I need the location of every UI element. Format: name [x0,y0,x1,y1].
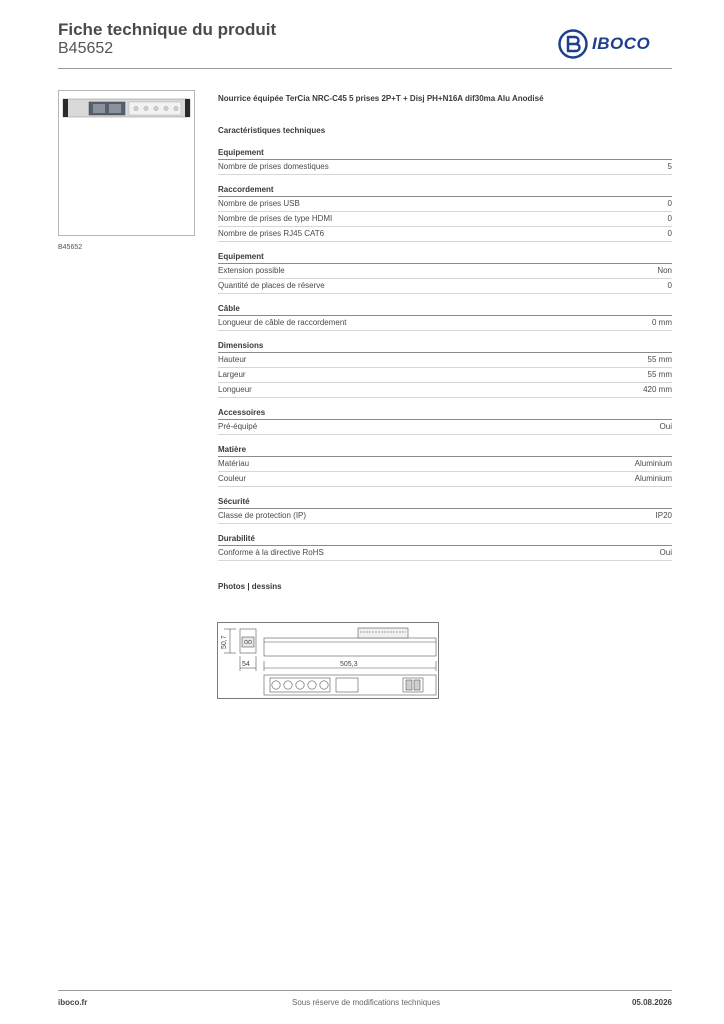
spec-label: Nombre de prises de type HDMI [218,214,333,223]
spec-value: 5 [667,162,672,171]
spec-row [218,383,672,398]
footer-divider [58,990,672,991]
spec-row [218,353,672,368]
spec-section [218,443,672,487]
page-title: Fiche technique du produit [58,20,277,39]
dim-length-label: 505,3 [340,661,358,668]
footer-notice: Sous réserve de modifications techniques [292,998,441,1007]
spec-value: Oui [659,548,672,557]
section-title: Equipement [218,146,672,160]
spec-label: Classe de protection (IP) [218,511,307,520]
spec-value: 0 [667,214,672,223]
product-thumbnail [58,90,195,236]
spec-value: 55 mm [647,370,672,379]
spec-value: 0 [667,281,672,290]
spec-section [218,250,672,294]
dim-height-label: 50,7 [221,635,228,649]
spec-value: 0 [667,199,672,208]
section-title: Durabilité [218,532,672,546]
spec-section [218,339,672,398]
spec-row [218,472,672,487]
spec-section [218,532,672,561]
header-divider [58,68,672,69]
spec-row [218,197,672,212]
spec-label: Quantité de places de réserve [218,281,325,290]
brand-logo [558,28,678,60]
footer-website[interactable]: iboco.fr [58,998,88,1007]
spec-label: Pré-équipé [218,422,258,431]
section-title: Accessoires [218,406,672,420]
spec-label: Longueur de câble de raccordement [218,318,347,327]
section-title: Equipement [218,250,672,264]
spec-value: 420 mm [643,385,672,394]
spec-value: 0 mm [652,318,672,327]
spec-label: Couleur [218,474,247,483]
spec-section [218,495,672,524]
spec-row [218,227,672,242]
spec-value: Aluminium [634,474,672,483]
spec-value: Aluminium [634,459,672,468]
spec-label: Nombre de prises RJ45 CAT6 [218,229,325,238]
spec-section [218,302,672,331]
spec-row [218,420,672,435]
footer-date: 05.08.2026 [631,998,672,1007]
spec-value: Non [657,266,672,275]
section-title: Raccordement [218,183,672,197]
spec-label: Nombre de prises USB [218,199,300,208]
spec-section [218,406,672,435]
spec-heading: Caractéristiques techniques [218,126,326,135]
spec-value: 55 mm [647,355,672,364]
spec-row [218,212,672,227]
photos-heading: Photos | dessins [218,582,282,591]
drawing-svg [218,623,438,698]
spec-value: 0 [667,229,672,238]
spec-row [218,279,672,294]
spec-section [218,183,672,242]
logo-mark-icon [558,29,588,59]
spec-label: Conforme à la directive RoHS [218,548,324,557]
spec-row [218,264,672,279]
section-title: Sécurité [218,495,672,509]
spec-row [218,546,672,561]
spec-row [218,316,672,331]
spec-label: Extension possible [218,266,285,275]
spec-row [218,160,672,175]
logo-wordmark: IBOCO [592,34,651,53]
section-title: Matière [218,443,672,457]
spec-section [218,146,672,175]
spec-row [218,509,672,524]
spec-label: Nombre de prises domestiques [218,162,329,171]
product-name: Nourrice équipée TerCia NRC-C45 5 prises 2P+T + Disj PH+N16A dif30ma Alu Anodisé [218,94,544,103]
spec-value: IP20 [655,511,672,520]
spec-label: Longueur [218,385,252,394]
dim-width-label: 54 [242,661,250,668]
spec-row [218,457,672,472]
section-title: Câble [218,302,672,316]
section-title: Dimensions [218,339,672,353]
product-image [59,91,194,235]
product-code: B45652 [58,40,114,57]
spec-row [218,368,672,383]
spec-value: Oui [659,422,672,431]
spec-label: Largeur [218,370,246,379]
technical-drawing [217,622,439,699]
spec-content [218,92,672,594]
spec-label: Hauteur [218,355,247,364]
thumbnail-caption: B45652 [58,244,83,251]
spec-label: Matériau [218,459,250,468]
